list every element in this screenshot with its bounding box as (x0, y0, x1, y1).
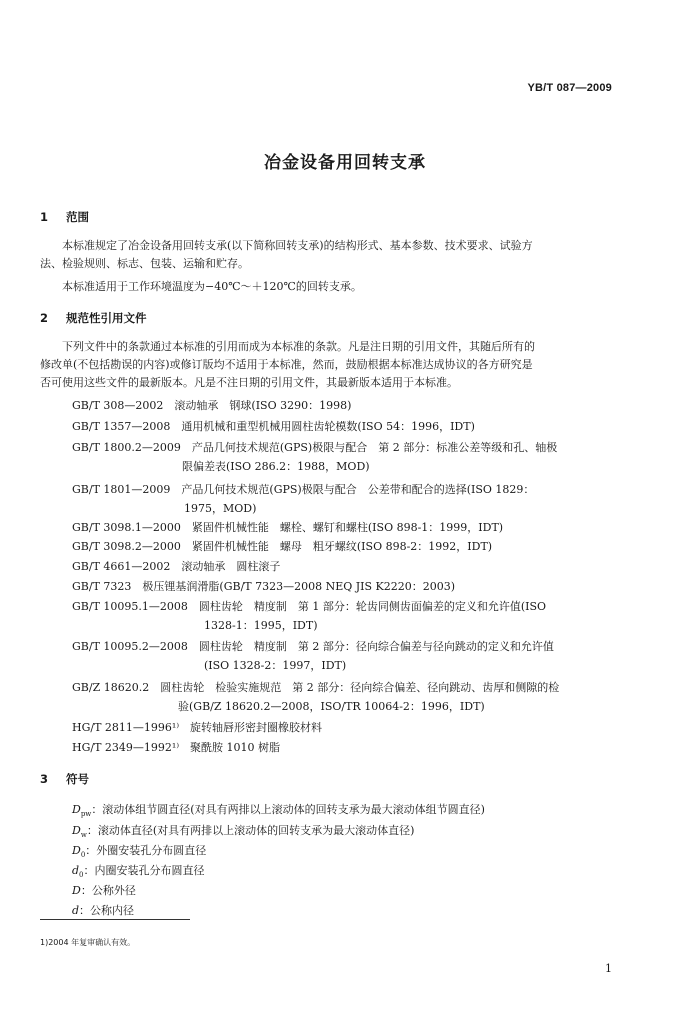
symbol-desc: ：滚动体直径(对具有两排以上滚动体的回转支承为最大滚动体直径) (86, 824, 415, 837)
reference-line: GB/T 1801—2009 产品几何技术规范(GPS)极限与配合 公差带和配合的选择(ISO 1829： (72, 483, 535, 496)
reference-line: HG/T 2811—1996¹⁾ 旋转轴唇形密封圈橡胶材料 (72, 721, 323, 734)
symbol-item (72, 862, 205, 879)
reference-line-continued: 1975，MOD) (184, 501, 257, 515)
section-1-para-1 (40, 237, 616, 273)
section-3-heading (40, 771, 89, 787)
reference-line-continued: 验(GB/Z 18620.2—2008，ISO/TR 10064-2：1996，IDT) (178, 699, 485, 713)
section-2-intro-line-2: 修改单(不包括勘误的内容)或修订版均不适用于本标准，然而，鼓励根据本标准达成协议的各方研究是 (40, 358, 533, 371)
page-number: 1 (605, 962, 612, 975)
reference-item (72, 719, 622, 738)
reference-item (72, 598, 622, 635)
section-2-intro-line-1: 下列文件中的条款通过本标准的引用而成为本标准的条款。凡是注日期的引用文件，其随后所有的 (62, 340, 535, 353)
symbol-item (72, 842, 206, 859)
reference-item (72, 418, 622, 437)
reference-line: GB/T 7323 极压锂基润滑脂(GB/T 7323—2008 NEQ JIS K2220：2003) (72, 580, 456, 593)
reference-item (72, 481, 622, 518)
section-2-title: 规范性引用文件 (66, 311, 147, 325)
section-3-title: 符号 (66, 772, 89, 786)
reference-item (72, 679, 622, 716)
footnote: 1)2004 年复审确认有效。 (40, 938, 136, 947)
reference-line-continued: 限偏差表(ISO 286.2：1988，MOD) (182, 459, 370, 473)
symbol-var: D (72, 844, 81, 857)
symbol-desc: ：滚动体组节圆直径(对具有两排以上滚动体的回转支承为最大滚动体组节圆直径) (91, 803, 485, 816)
reference-item (72, 578, 622, 597)
reference-item (72, 538, 622, 557)
symbol-item (72, 801, 485, 818)
symbol-desc: ：公称内径 (79, 904, 135, 917)
section-3-number: 3 (40, 772, 49, 786)
reference-line: GB/T 10095.2—2008 圆柱齿轮 精度制 第 2 部分：径向综合偏差与径向跳动的定义和允许值 (72, 640, 554, 653)
reference-line: GB/T 3098.2—2000 紧固件机械性能 螺母 粗牙螺纹(ISO 898-2：1992，IDT) (72, 540, 493, 553)
section-1-number: 1 (40, 210, 49, 224)
section-1-para-1-line-2: 法、检验规则、标志、包装、运输和贮存。 (40, 257, 249, 270)
reference-item (72, 558, 622, 577)
reference-item (72, 739, 622, 758)
symbol-desc: ：内圈安装孔分布圆直径 (83, 864, 205, 877)
section-1-heading (40, 209, 89, 225)
footnote-rule (40, 919, 190, 920)
section-2-intro (40, 338, 616, 392)
standard-code: YB/T 087—2009 (527, 82, 612, 94)
symbol-sub: pw (80, 810, 92, 819)
section-2-heading (40, 310, 147, 326)
section-2-number: 2 (40, 311, 49, 325)
symbol-var: D (72, 884, 81, 897)
section-1-para-2: 本标准适用于工作环境温度为−40℃～＋120℃的回转支承。 (62, 280, 362, 293)
section-2-intro-line-3: 否可使用这些文件的最新版本。凡是不注日期的引用文件，其最新版本适用于本标准。 (40, 376, 458, 389)
reference-line: GB/Z 18620.2 圆柱齿轮 检验实施规范 第 2 部分：径向综合偏差、径向跳动、齿厚和侧隙的检 (72, 681, 560, 694)
reference-line-continued: 1328-1：1995，IDT) (204, 618, 318, 632)
reference-line: HG/T 2349—1992¹⁾ 聚酰胺 1010 树脂 (72, 741, 281, 754)
section-1-para-1-line-1: 本标准规定了冶金设备用回转支承(以下简称回转支承)的结构形式、基本参数、技术要求、试验方 (62, 239, 533, 252)
symbol-sub: 0 (79, 871, 84, 880)
symbol-sub: w (80, 831, 87, 840)
symbol-sub: 0 (80, 851, 86, 860)
symbol-var: d (72, 904, 80, 917)
reference-item (72, 519, 622, 538)
symbol-desc: ：公称外径 (80, 884, 136, 897)
symbol-var: D (72, 803, 81, 816)
symbol-var: D (72, 824, 81, 837)
reference-line-continued: (ISO 1328-2：1997，IDT) (204, 658, 347, 672)
reference-line: GB/T 308—2002 滚动轴承 钢球(ISO 3290：1998) (72, 399, 352, 412)
reference-line: GB/T 3098.1—2000 紧固件机械性能 螺栓、螺钉和螺柱(ISO 898-1：1999，IDT) (72, 521, 504, 534)
reference-line: GB/T 10095.1—2008 圆柱齿轮 精度制 第 1 部分：轮齿同侧齿面偏差的定义和允许值(ISO (72, 600, 547, 613)
document-title: 冶金设备用回转支承 (264, 153, 426, 173)
section-1-title: 范围 (66, 210, 89, 224)
reference-item (72, 638, 622, 675)
reference-line: GB/T 1800.2—2009 产品几何技术规范(GPS)极限与配合 第 2 部分：标准公差等级和孔、轴极 (72, 441, 558, 454)
symbol-var: d (72, 864, 80, 877)
symbol-item (72, 902, 134, 918)
symbol-item (72, 882, 136, 898)
reference-item (72, 397, 622, 416)
symbol-desc: ：外圈安装孔分布圆直径 (85, 844, 207, 857)
reference-line: GB/T 1357—2008 通用机械和重型机械用圆柱齿轮模数(ISO 54：1996，IDT) (72, 420, 475, 433)
symbol-item (72, 822, 414, 839)
reference-line: GB/T 4661—2002 滚动轴承 圆柱滚子 (72, 560, 281, 573)
reference-item (72, 439, 622, 476)
